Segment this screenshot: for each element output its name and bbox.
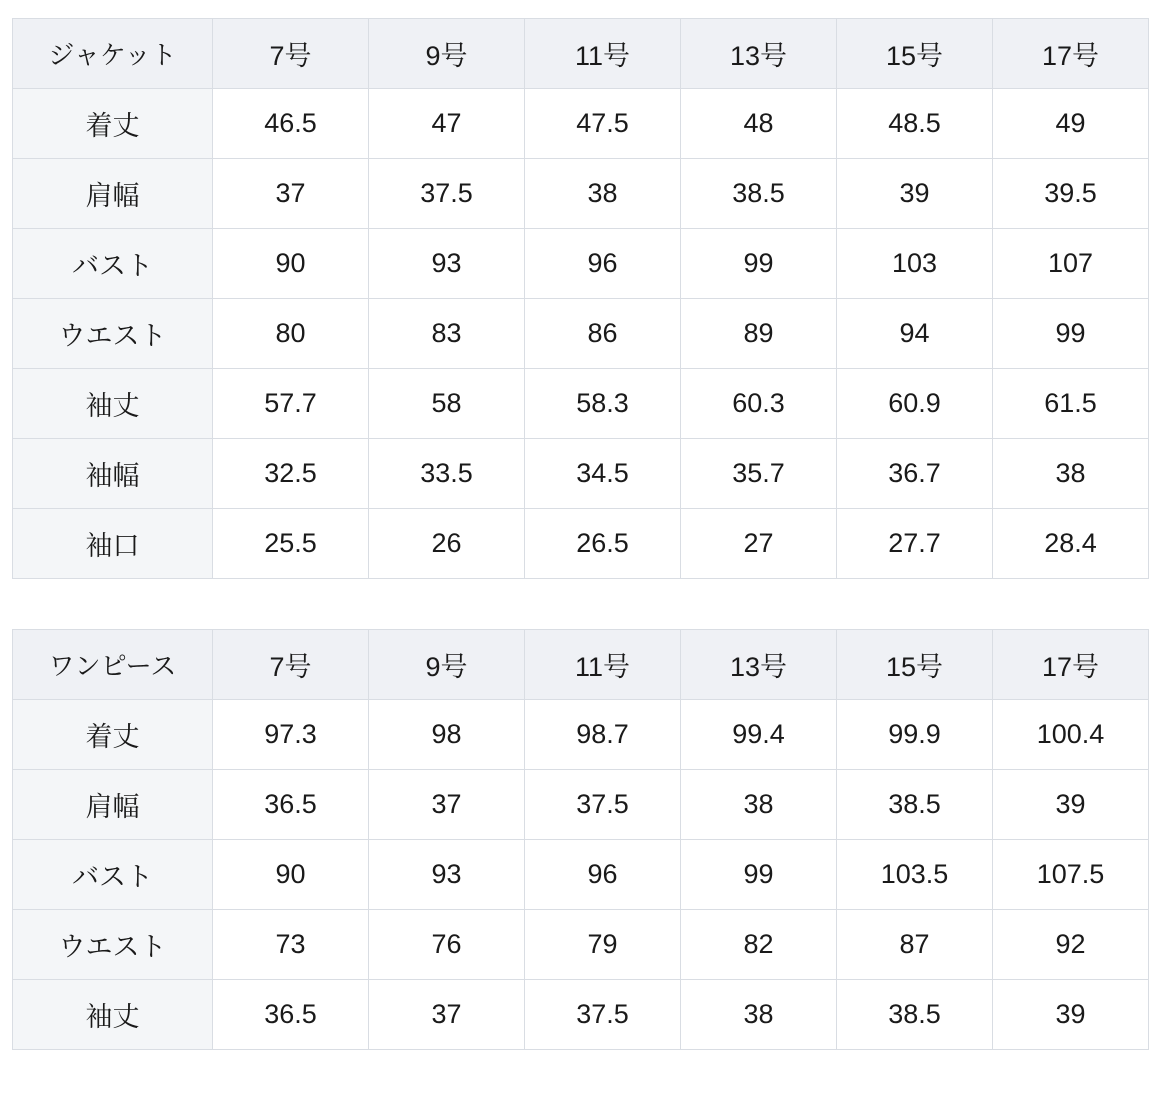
table-row: [13, 89, 1149, 159]
table-cell: 99: [681, 840, 837, 910]
table-cell: 38.5: [837, 770, 993, 840]
table-cell: 99: [993, 299, 1149, 369]
table-cell: 33.5: [369, 439, 525, 509]
table-cell: 26: [369, 509, 525, 579]
table-row: [13, 700, 1149, 770]
table-spacer: [12, 579, 1148, 629]
table-cell: 82: [681, 910, 837, 980]
jacket-table-head: [13, 19, 1149, 89]
column-header: 7号: [213, 630, 369, 700]
table-row: [13, 980, 1149, 1050]
row-label: ウエスト: [13, 299, 213, 369]
table-cell: 36.5: [213, 770, 369, 840]
table-cell: 73: [213, 910, 369, 980]
table-cell: 107.5: [993, 840, 1149, 910]
table-cell: 47.5: [525, 89, 681, 159]
jacket-table-body: [13, 89, 1149, 579]
table-cell: 46.5: [213, 89, 369, 159]
column-header: 11号: [525, 630, 681, 700]
table-cell: 38.5: [681, 159, 837, 229]
table-cell: 28.4: [993, 509, 1149, 579]
row-label: 肩幅: [13, 159, 213, 229]
table-cell: 36.7: [837, 439, 993, 509]
table-cell: 107: [993, 229, 1149, 299]
table-row: [13, 299, 1149, 369]
table-cell: 39: [993, 770, 1149, 840]
onepiece-table-body: [13, 700, 1149, 1050]
table-cell: 37: [369, 770, 525, 840]
column-header: 9号: [369, 19, 525, 89]
table-cell: 27.7: [837, 509, 993, 579]
table-row: [13, 229, 1149, 299]
table-cell: 38: [525, 159, 681, 229]
column-header: 13号: [681, 630, 837, 700]
table-cell: 100.4: [993, 700, 1149, 770]
jacket-corner-label: ジャケット: [13, 19, 213, 89]
table-cell: 98: [369, 700, 525, 770]
onepiece-size-table: [12, 629, 1149, 1050]
table-cell: 39: [837, 159, 993, 229]
onepiece-corner-label: ワンピース: [13, 630, 213, 700]
table-cell: 86: [525, 299, 681, 369]
table-cell: 36.5: [213, 980, 369, 1050]
table-cell: 96: [525, 229, 681, 299]
row-label: 袖丈: [13, 980, 213, 1050]
table-cell: 90: [213, 229, 369, 299]
table-cell: 57.7: [213, 369, 369, 439]
column-header: 7号: [213, 19, 369, 89]
table-cell: 38: [993, 439, 1149, 509]
table-cell: 99.9: [837, 700, 993, 770]
table-cell: 25.5: [213, 509, 369, 579]
row-label: 肩幅: [13, 770, 213, 840]
table-cell: 79: [525, 910, 681, 980]
table-cell: 83: [369, 299, 525, 369]
table-cell: 99.4: [681, 700, 837, 770]
table-cell: 76: [369, 910, 525, 980]
jacket-size-table: [12, 18, 1149, 579]
table-row: [13, 509, 1149, 579]
table-header-row: [13, 19, 1149, 89]
column-header: 17号: [993, 19, 1149, 89]
table-cell: 93: [369, 229, 525, 299]
table-cell: 103: [837, 229, 993, 299]
row-label: ウエスト: [13, 910, 213, 980]
table-row: [13, 159, 1149, 229]
table-cell: 48.5: [837, 89, 993, 159]
column-header: 15号: [837, 19, 993, 89]
table-cell: 58: [369, 369, 525, 439]
table-cell: 90: [213, 840, 369, 910]
row-label: バスト: [13, 840, 213, 910]
table-cell: 47: [369, 89, 525, 159]
row-label: バスト: [13, 229, 213, 299]
table-cell: 37.5: [369, 159, 525, 229]
column-header: 11号: [525, 19, 681, 89]
table-row: [13, 439, 1149, 509]
row-label: 袖丈: [13, 369, 213, 439]
table-cell: 26.5: [525, 509, 681, 579]
table-cell: 39.5: [993, 159, 1149, 229]
table-cell: 32.5: [213, 439, 369, 509]
table-cell: 99: [681, 229, 837, 299]
row-label: 袖幅: [13, 439, 213, 509]
row-label: 着丈: [13, 700, 213, 770]
table-cell: 27: [681, 509, 837, 579]
table-cell: 96: [525, 840, 681, 910]
table-cell: 93: [369, 840, 525, 910]
table-cell: 34.5: [525, 439, 681, 509]
table-cell: 60.9: [837, 369, 993, 439]
table-row: [13, 770, 1149, 840]
table-row: [13, 840, 1149, 910]
table-cell: 87: [837, 910, 993, 980]
table-cell: 37.5: [525, 980, 681, 1050]
table-cell: 58.3: [525, 369, 681, 439]
column-header: 17号: [993, 630, 1149, 700]
table-cell: 39: [993, 980, 1149, 1050]
column-header: 13号: [681, 19, 837, 89]
table-cell: 49: [993, 89, 1149, 159]
table-cell: 38: [681, 980, 837, 1050]
table-cell: 35.7: [681, 439, 837, 509]
table-row: [13, 369, 1149, 439]
row-label: 着丈: [13, 89, 213, 159]
row-label: 袖口: [13, 509, 213, 579]
table-cell: 97.3: [213, 700, 369, 770]
table-cell: 37: [369, 980, 525, 1050]
onepiece-table-head: [13, 630, 1149, 700]
table-cell: 61.5: [993, 369, 1149, 439]
table-cell: 103.5: [837, 840, 993, 910]
table-cell: 60.3: [681, 369, 837, 439]
table-cell: 80: [213, 299, 369, 369]
column-header: 15号: [837, 630, 993, 700]
table-cell: 48: [681, 89, 837, 159]
table-cell: 89: [681, 299, 837, 369]
table-header-row: [13, 630, 1149, 700]
table-cell: 37.5: [525, 770, 681, 840]
table-cell: 92: [993, 910, 1149, 980]
table-cell: 38.5: [837, 980, 993, 1050]
table-row: [13, 910, 1149, 980]
table-cell: 37: [213, 159, 369, 229]
table-cell: 94: [837, 299, 993, 369]
table-cell: 98.7: [525, 700, 681, 770]
table-cell: 38: [681, 770, 837, 840]
column-header: 9号: [369, 630, 525, 700]
